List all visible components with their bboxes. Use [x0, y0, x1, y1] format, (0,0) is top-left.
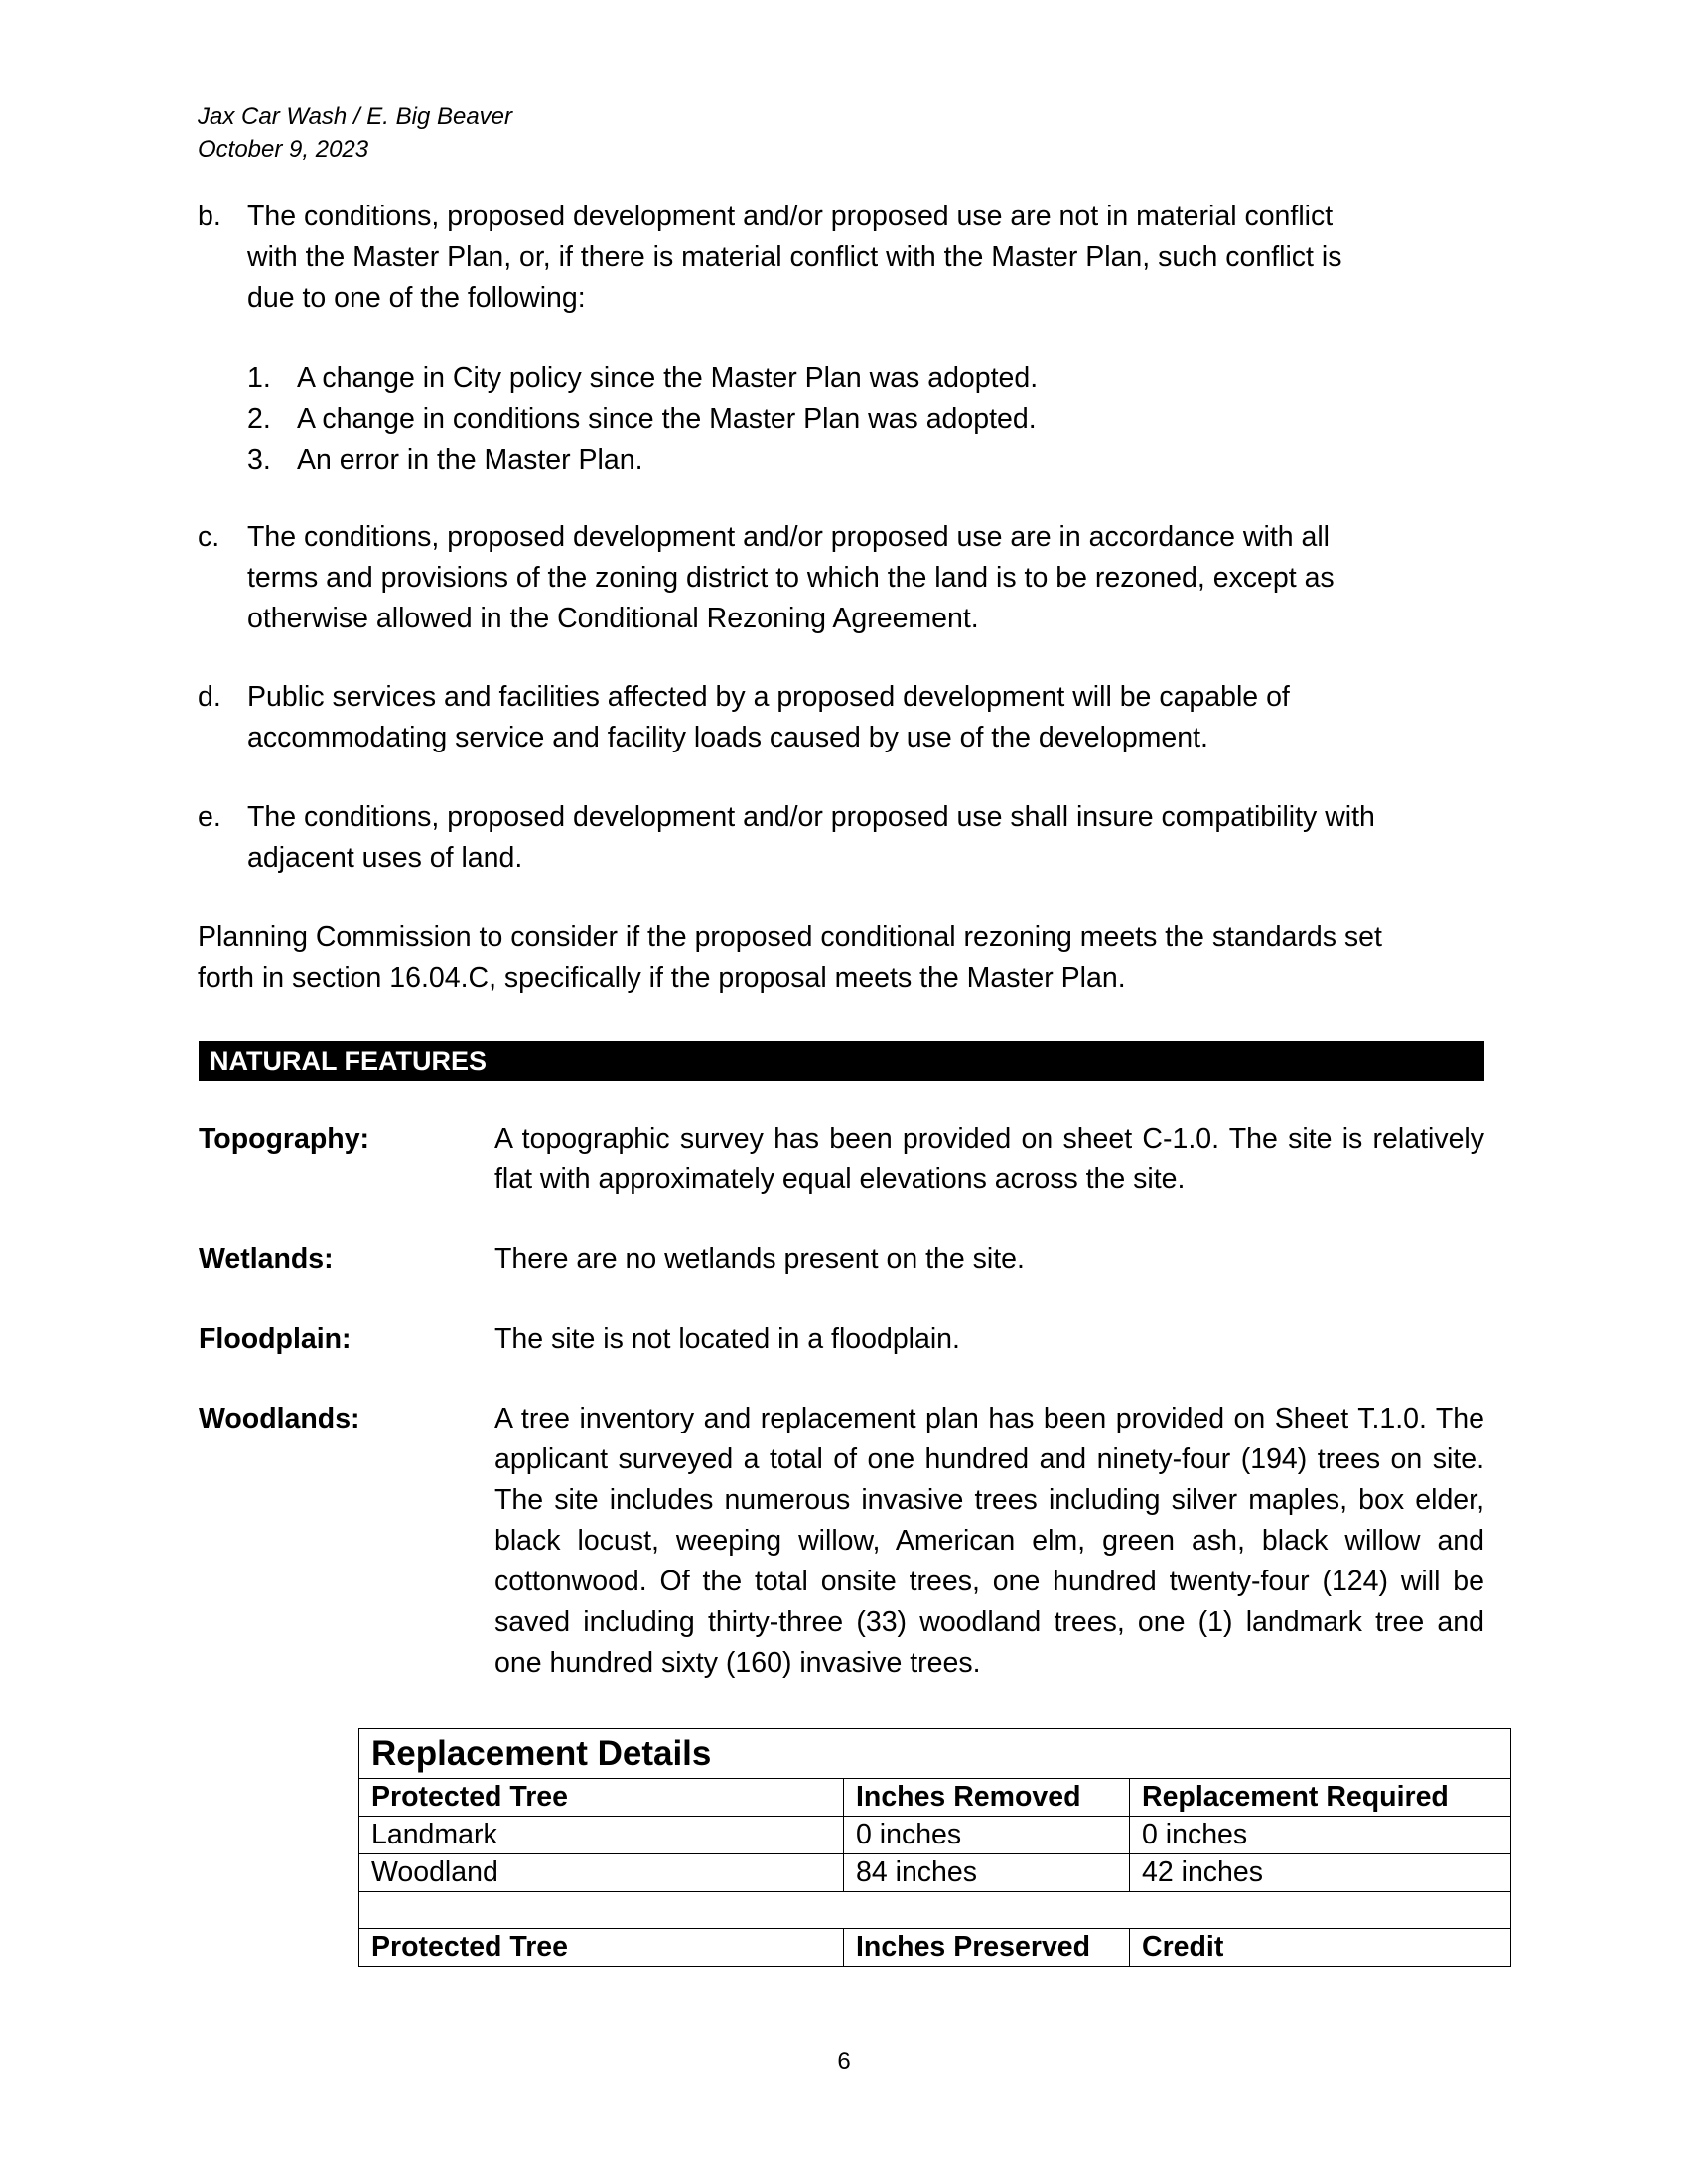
section-heading: NATURAL FEATURES	[199, 1041, 1484, 1081]
column-header: Inches Preserved	[844, 1929, 1130, 1967]
text-line: Planning Commission to consider if the proposed conditional rezoning meets the standards set	[198, 921, 1382, 953]
wetlands-text: There are no wetlands present on the site.	[494, 1243, 1025, 1275]
text-line: terms and provisions of the zoning district to which the land is to be rezoned, except as	[247, 562, 1335, 594]
topography-text: A topographic survey has been provided on sheet C-1.0. The site is relatively flat with approximately equal elevations across the site.	[494, 1123, 1484, 1195]
criterion-text	[247, 797, 1469, 879]
table-title: Replacement Details	[359, 1729, 1511, 1779]
text-line: due to one of the following:	[247, 282, 586, 314]
table-cell	[359, 1892, 1511, 1929]
table-cell: 0 inches	[844, 1817, 1130, 1854]
criterion-text	[247, 197, 1469, 319]
table-spacer-row	[359, 1892, 1511, 1929]
floodplain-label: Floodplain:	[199, 1323, 352, 1355]
woodlands-text: A tree inventory and replacement plan has been provided on Sheet T.1.0. The applicant surveyed a total of one hundred and ninety-four (194) trees on site. The site includes numerous invasive trees including silver maples, box elder, black locust, weeping willow, American elm, green ash, black willow and cottonwood. Of the total onsite trees, one hundred twenty-four (124) will be saved including thirty-three (33) woodland trees, one (1) landmark tree and one hundred sixty (160) invasive trees.	[494, 1403, 1484, 1679]
text-line: The conditions, proposed development and/or proposed use are in accordance with all	[247, 521, 1331, 553]
criterion-marker: d.	[198, 681, 221, 713]
header-date: October 9, 2023	[198, 136, 369, 163]
planning-commission-paragraph	[198, 917, 1488, 999]
wetlands-label: Wetlands:	[199, 1243, 334, 1275]
list-text: A change in conditions since the Master Plan was adopted.	[297, 403, 1037, 435]
text-line: with the Master Plan, or, if there is material conflict with the Master Plan, such conflict is	[247, 241, 1342, 273]
table-cell: Woodland	[359, 1854, 844, 1892]
text-line: adjacent uses of land.	[247, 842, 523, 874]
floodplain-text: The site is not located in a floodplain.	[494, 1323, 960, 1355]
replacement-details-table	[358, 1728, 1511, 1967]
page-number: 6	[837, 2048, 851, 2075]
criterion-text	[247, 517, 1469, 639]
column-header: Replacement Required	[1130, 1779, 1511, 1817]
table-row	[359, 1817, 1511, 1854]
header-project: Jax Car Wash / E. Big Beaver	[198, 103, 513, 130]
text-line: otherwise allowed in the Conditional Rezoning Agreement.	[247, 603, 979, 634]
list-number: 3.	[247, 444, 271, 476]
criterion-text	[247, 677, 1469, 758]
table-row	[359, 1854, 1511, 1892]
table-title-row	[359, 1729, 1511, 1779]
criterion-marker: e.	[198, 801, 221, 833]
column-header: Protected Tree	[359, 1929, 844, 1967]
page-header	[198, 100, 512, 166]
list-text: A change in City policy since the Master Plan was adopted.	[297, 362, 1039, 394]
list-number: 1.	[247, 362, 271, 394]
list-text: An error in the Master Plan.	[297, 444, 643, 476]
table-cell: Landmark	[359, 1817, 844, 1854]
column-header: Inches Removed	[844, 1779, 1130, 1817]
text-line: accommodating service and facility loads caused by use of the development.	[247, 722, 1208, 753]
table-cell: 84 inches	[844, 1854, 1130, 1892]
topography-label: Topography:	[199, 1123, 370, 1155]
column-header: Credit	[1130, 1929, 1511, 1967]
text-line: The conditions, proposed development and/or proposed use shall insure compatibility with	[247, 801, 1375, 833]
table-cell: 0 inches	[1130, 1817, 1511, 1854]
woodlands-label: Woodlands:	[199, 1403, 360, 1434]
text-line: Public services and facilities affected by a proposed development will be capable of	[247, 681, 1290, 713]
table-header-row	[359, 1929, 1511, 1967]
text-line: The conditions, proposed development and/or proposed use are not in material conflict	[247, 201, 1334, 232]
column-header: Protected Tree	[359, 1779, 844, 1817]
criterion-marker: c.	[198, 521, 220, 553]
list-number: 2.	[247, 403, 271, 435]
criterion-marker: b.	[198, 201, 221, 232]
table-cell: 42 inches	[1130, 1854, 1511, 1892]
table-header-row	[359, 1779, 1511, 1817]
text-line: forth in section 16.04.C, specifically if the proposal meets the Master Plan.	[198, 962, 1126, 994]
